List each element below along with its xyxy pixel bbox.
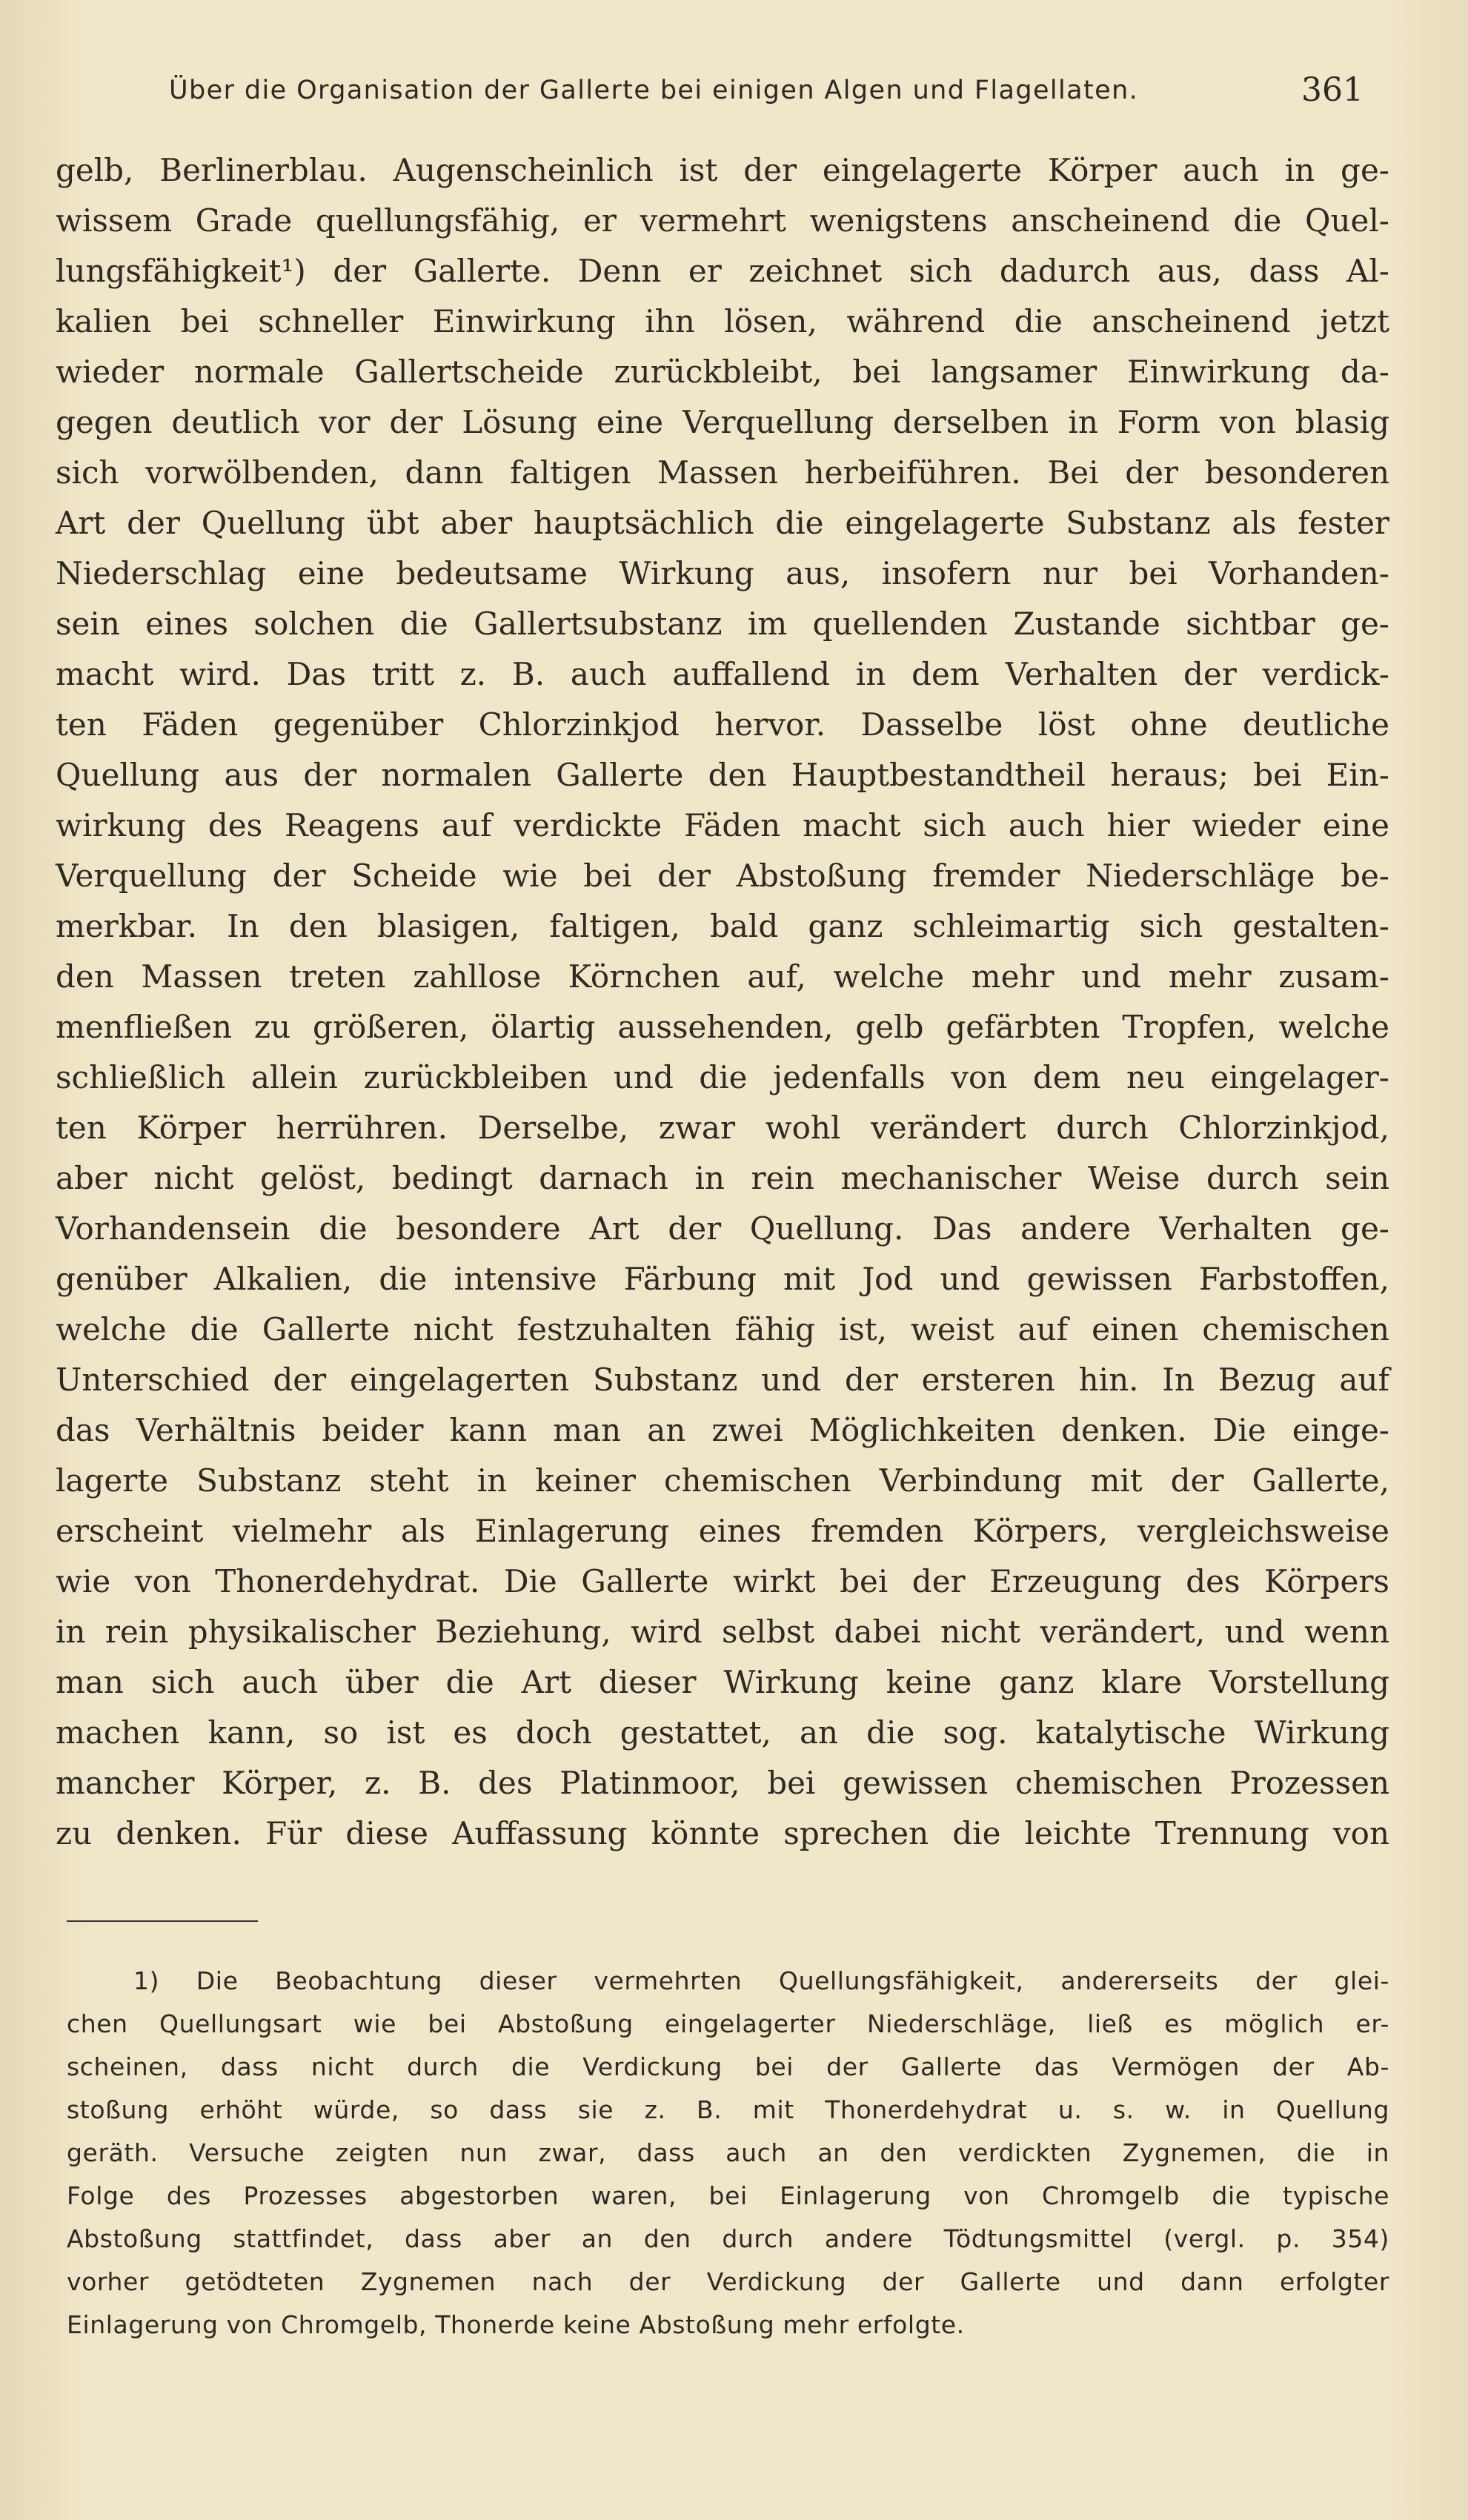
- text-line: gelb, Berlinerblau. Augenscheinlich ist der eingelagerte Körper auch in ge-: [56, 152, 1389, 188]
- text-line: ten Fäden gegenüber Chlorzinkjod hervor. Dasselbe löst ohne deutliche: [56, 706, 1389, 743]
- text-line: schließlich allein zurückbleiben und die jedenfalls von dem neu eingelager-: [56, 1059, 1389, 1095]
- text-line: zu denken. Für diese Auffassung könnte sprechen die leichte Trennung von: [56, 1815, 1389, 1851]
- text-line: Niederschlag eine bedeutsame Wirkung aus, insofern nur bei Vorhanden-: [56, 555, 1389, 591]
- footnote-line: scheinen, dass nicht durch die Verdickung bei der Gallerte das Vermögen der Ab-: [67, 2052, 1389, 2081]
- footnote-line: vorher getödteten Zygnemen nach der Verdickung der Gallerte und dann erfolgter: [67, 2267, 1389, 2296]
- text-line: wissem Grade quellungsfähig, er vermehrt wenigstens anscheinend die Quel-: [56, 202, 1389, 239]
- text-line: aber nicht gelöst, bedingt darnach in rein mechanischer Weise durch sein: [56, 1160, 1389, 1196]
- text-line: sich vorwölbenden, dann faltigen Massen herbeiführen. Bei der besonderen: [56, 454, 1389, 491]
- text-line: das Verhältnis beider kann man an zwei Möglichkeiten denken. Die einge-: [56, 1412, 1389, 1448]
- text-line: ten Körper herrühren. Derselbe, zwar wohl verändert durch Chlorzinkjod,: [56, 1110, 1389, 1146]
- text-line: machen kann, so ist es doch gestattet, an die sog. katalytische Wirkung: [56, 1714, 1389, 1751]
- footnote-separator: [67, 1920, 258, 1922]
- text-line: lagerte Substanz steht in keiner chemischen Verbindung mit der Gallerte,: [56, 1462, 1389, 1499]
- footnote-line: geräth. Versuche zeigten nun zwar, dass auch an den verdickten Zygnemen, die in: [67, 2138, 1389, 2167]
- text-line: wie von Thonerdehydrat. Die Gallerte wirkt bei der Erzeugung des Körpers: [56, 1563, 1389, 1599]
- page-number: 361: [1301, 71, 1364, 109]
- text-line: sein eines solchen die Gallertsubstanz im quellenden Zustande sichtbar ge-: [56, 606, 1389, 642]
- text-line: Art der Quellung übt aber hauptsächlich die eingelagerte Substanz als fester: [56, 505, 1389, 541]
- footnote-line: chen Quellungsart wie bei Abstoßung eingelagerter Niederschläge, ließ es möglich er-: [67, 2009, 1389, 2038]
- text-line: erscheint vielmehr als Einlagerung eines fremden Körpers, vergleichsweise: [56, 1513, 1389, 1549]
- running-header: [169, 68, 1364, 113]
- footnote-line: Folge des Prozesses abgestorben waren, bei Einlagerung von Chromgelb die typische: [67, 2181, 1389, 2210]
- text-line: den Massen treten zahllose Körnchen auf, welche mehr und mehr zusam-: [56, 958, 1389, 995]
- text-line: Unterschied der eingelagerten Substanz und der ersteren hin. In Bezug auf: [56, 1362, 1389, 1398]
- text-line: genüber Alkalien, die intensive Färbung mit Jod und gewissen Farbstoffen,: [56, 1261, 1389, 1297]
- text-line: mancher Körper, z. B. des Platinmoor, bei gewissen chemischen Prozessen: [56, 1765, 1389, 1801]
- text-line: Vorhandensein die besondere Art der Quellung. Das andere Verhalten ge-: [56, 1210, 1389, 1247]
- text-line: gegen deutlich vor der Lösung eine Verquellung derselben in Form von blasig: [56, 404, 1389, 440]
- text-line: wirkung des Reagens auf verdickte Fäden macht sich auch hier wieder eine: [56, 807, 1389, 843]
- footnote-line: stoßung erhöht würde, so dass sie z. B. mit Thonerdehydrat u. s. w. in Quellung: [67, 2095, 1389, 2124]
- running-title: Über die Organisation der Gallerte bei einigen Algen und Flagellaten.: [169, 76, 1139, 105]
- text-line: welche die Gallerte nicht festzuhalten fähig ist, weist auf einen chemischen: [56, 1311, 1389, 1347]
- text-line: Quellung aus der normalen Gallerte den Hauptbestandtheil heraus; bei Ein-: [56, 757, 1389, 793]
- footnote-line: Abstoßung stattfindet, dass aber an den durch andere Tödtungsmittel (vergl. p. 354): [67, 2224, 1389, 2253]
- text-line: in rein physikalischer Beziehung, wird selbst dabei nicht verändert, und wenn: [56, 1614, 1389, 1650]
- footnote-line: 1) Die Beobachtung dieser vermehrten Quellungsfähigkeit, andererseits der glei-: [133, 1966, 1389, 1995]
- main-text: [56, 145, 1389, 1859]
- text-line: macht wird. Das tritt z. B. auch auffallend in dem Verhalten der verdick-: [56, 656, 1389, 692]
- footnote: [67, 1960, 1389, 2347]
- text-line: merkbar. In den blasigen, faltigen, bald ganz schleimartig sich gestalten-: [56, 908, 1389, 944]
- footnote-line: Einlagerung von Chromgelb, Thonerde keine Abstoßung mehr erfolgte.: [67, 2310, 965, 2339]
- text-line: Verquellung der Scheide wie bei der Abstoßung fremder Niederschläge be-: [56, 858, 1389, 894]
- text-line: kalien bei schneller Einwirkung ihn lösen, während die anscheinend jetzt: [56, 303, 1389, 339]
- text-line: man sich auch über die Art dieser Wirkung keine ganz klare Vorstellung: [56, 1664, 1389, 1700]
- text-line: menfließen zu größeren, ölartig aussehenden, gelb gefärbten Tropfen, welche: [56, 1009, 1389, 1045]
- text-line: wieder normale Gallertscheide zurückbleibt, bei langsamer Einwirkung da-: [56, 354, 1389, 390]
- text-line: lungsfähigkeit¹) der Gallerte. Denn er zeichnet sich dadurch aus, dass Al-: [56, 253, 1389, 289]
